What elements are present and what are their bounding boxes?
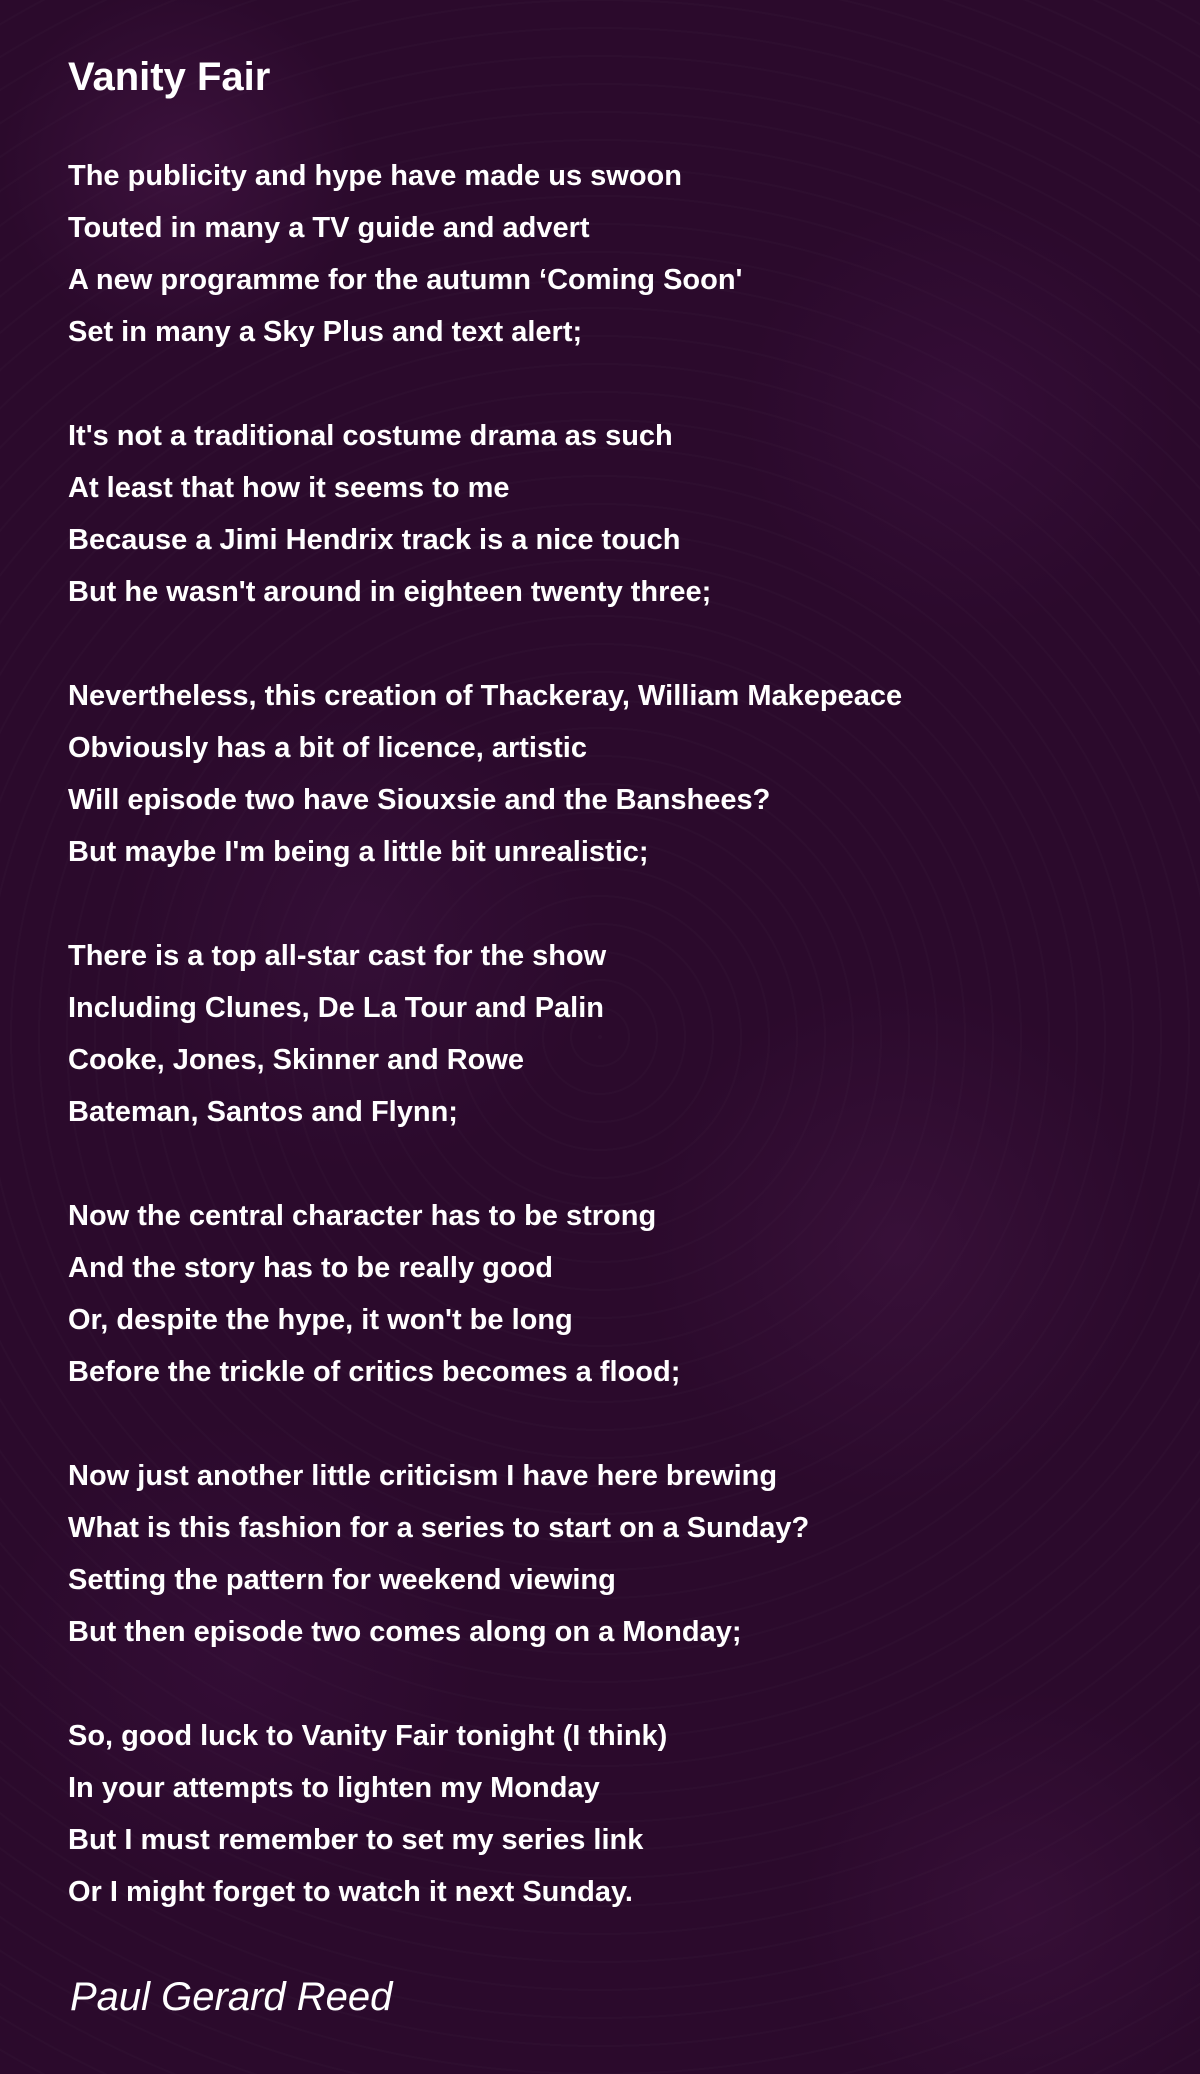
stanza (68, 150, 1200, 358)
poem-line: Before the trickle of critics becomes a flood; (68, 1356, 681, 1388)
poem-line: Will episode two have Siouxsie and the Banshees? (68, 784, 771, 816)
poem-line: Bateman, Santos and Flynn; (68, 1096, 458, 1128)
poem-line: Cooke, Jones, Skinner and Rowe (68, 1044, 525, 1076)
poem-line: Including Clunes, De La Tour and Palin (68, 992, 605, 1024)
poem-line: But then episode two comes along on a Monday; (68, 1616, 742, 1648)
poem-line: Or, despite the hype, it won't be long (68, 1304, 573, 1336)
poem-line: Nevertheless, this creation of Thackeray, William Makepeace (68, 680, 903, 712)
poem-title: Vanity Fair (68, 55, 271, 99)
poem-line: Obviously has a bit of licence, artistic (68, 732, 587, 764)
stanza (68, 930, 1200, 1138)
poem-line: At least that how it seems to me (68, 472, 510, 504)
poem-line: Set in many a Sky Plus and text alert; (68, 316, 583, 348)
poem-line: A new programme for the autumn ‘Coming Soon' (68, 264, 743, 296)
poem-line: But maybe I'm being a little bit unrealistic; (68, 836, 649, 868)
poem-line: So, good luck to Vanity Fair tonight (I think) (68, 1720, 668, 1752)
stanza (68, 410, 1200, 618)
poem-line: The publicity and hype have made us swoon (68, 160, 682, 192)
poem-line: There is a top all-star cast for the show (68, 940, 607, 972)
poem-line: Setting the pattern for weekend viewing (68, 1564, 616, 1596)
stanza (68, 670, 1200, 878)
stanza (68, 1190, 1200, 1398)
poem-line: In your attempts to lighten my Monday (68, 1772, 600, 1804)
poem-line: Touted in many a TV guide and advert (68, 212, 590, 244)
stanza (68, 1710, 1200, 1918)
poem-author: Paul Gerard Reed (70, 1975, 393, 2019)
poem-line: Now just another little criticism I have here brewing (68, 1460, 778, 1492)
poem-line: But he wasn't around in eighteen twenty three; (68, 576, 712, 608)
poem-line: What is this fashion for a series to start on a Sunday? (68, 1512, 810, 1544)
poem-line: But I must remember to set my series link (68, 1824, 644, 1856)
poem-line: Now the central character has to be strong (68, 1200, 657, 1232)
poem-line: And the story has to be really good (68, 1252, 554, 1284)
stanza (68, 1450, 1200, 1658)
poem-line: Because a Jimi Hendrix track is a nice touch (68, 524, 681, 556)
poem-line: It's not a traditional costume drama as such (68, 420, 673, 452)
poem-line: Or I might forget to watch it next Sunday. (68, 1876, 633, 1908)
